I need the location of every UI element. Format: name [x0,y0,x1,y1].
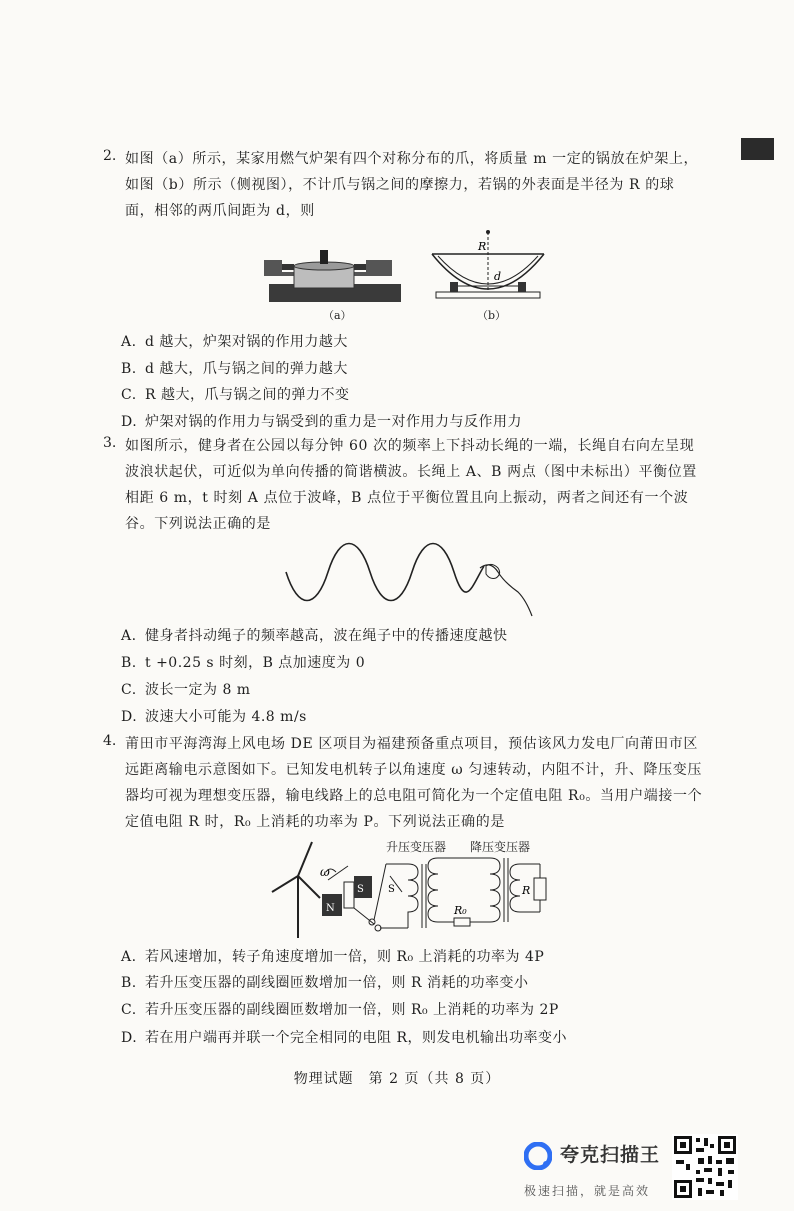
label-step-up-transformer: 升压变压器 [386,840,447,854]
qr-code-icon[interactable] [672,1134,738,1200]
label-r: R [522,884,531,897]
scanner-watermark [520,1134,670,1204]
label-step-down-transformer: 降压变压器 [470,840,531,854]
option-4a: A. 若风速增加，转子角速度增加一倍，则 R₀ 上消耗的功率为 4P [121,949,545,965]
option-2a: A. d 越大，炉架对锅的作用力越大 [121,334,348,350]
figure-rope-wave [280,538,540,622]
brand-name: 夸克扫描王 [560,1144,661,1166]
option-4c: C. 若升压变压器的副线圈匝数增加一倍，则 R₀ 上消耗的功率为 2P [121,1002,559,1018]
question-number: 3. [103,435,117,451]
label-r: R [478,240,487,253]
option-2d: D. 炉架对锅的作用力与锅受到的重力是一对作用力与反作用力 [121,414,522,430]
question-number: 2. [103,148,117,164]
option-4d: D. 若在用户端再并联一个完全相同的电阻 R，则发电机输出功率变小 [121,1030,567,1046]
question-stem: 如图（a）所示，某家用燃气炉架有四个对称分布的爪，将质量 m 一定的锅放在炉架上，如图（b）所示（侧视图），不计爪与锅之间的摩擦力，若锅的外表面是半径为 R 的球面，相邻的两爪间距为 d，则 [125,151,699,219]
option-4b: B. 若升压变压器的副线圈匝数增加一倍，则 R 消耗的功率变小 [121,975,529,991]
question-stem: 莆田市平海湾海上风电场 DE 区项目为福建预备重点项目，预估该风力发电厂向莆田市区远距离输电示意图如下。已知发电机转子以角速度 ω 匀速转动，内阻不计，升、降压变压器均可视为理想变压器，输电线路上的总电阻可简化为一个定值电阻 R₀。当用户端接一个定值电阻 R 时，R₀ 上消耗的功率为 P。下列说法正确的是 [125,736,703,830]
question-number: 4. [103,733,117,749]
label-omega: ω [320,865,330,879]
question-stem: 如图所示，健身者在公园以每分钟 60 次的频率上下抖动长绳的一端，长绳自右向左呈现波浪状起伏，可近似为单向传播的简谐横波。长绳上 A、B 两点（图中未标出）平衡位置相距 6 m，t 时刻 A 点位于波峰，B 点位于平衡位置且向上振动，两者之间还有一个波谷。下列说法正确的是 [125,438,697,532]
label-switch: S [388,884,395,895]
option-3c: C. 波长一定为 8 m [121,682,251,698]
figure-caption-a: （a） [323,309,352,322]
label-d: d [494,270,502,283]
page-edge-tab [741,138,774,160]
brand-slogan: 极速扫描，就是高效 [524,1184,651,1198]
figure-bowl-b [428,228,548,308]
label-r0: R₀ [454,904,467,917]
option-3b: B. t +0.25 s 时刻，B 点加速度为 0 [121,655,366,671]
question-4 [103,731,703,835]
option-2c: C. R 越大，爪与锅之间的弹力不变 [121,387,350,403]
option-2b: B. d 越大，爪与锅之间的弹力越大 [121,361,348,377]
quark-logo-icon [524,1142,552,1170]
page-footer: 物理试题 第 2 页（共 8 页） [293,1071,501,1087]
question-2 [103,146,703,224]
label-n-magnet: N [326,903,335,914]
label-s-magnet: S [357,884,364,895]
question-3 [103,433,703,537]
option-3d: D. 波速大小可能为 4.8 m/s [121,709,307,725]
figure-caption-b: （b） [477,309,507,322]
option-3a: A. 健身者抖动绳子的频率越高，波在绳子中的传播速度越快 [121,628,508,644]
